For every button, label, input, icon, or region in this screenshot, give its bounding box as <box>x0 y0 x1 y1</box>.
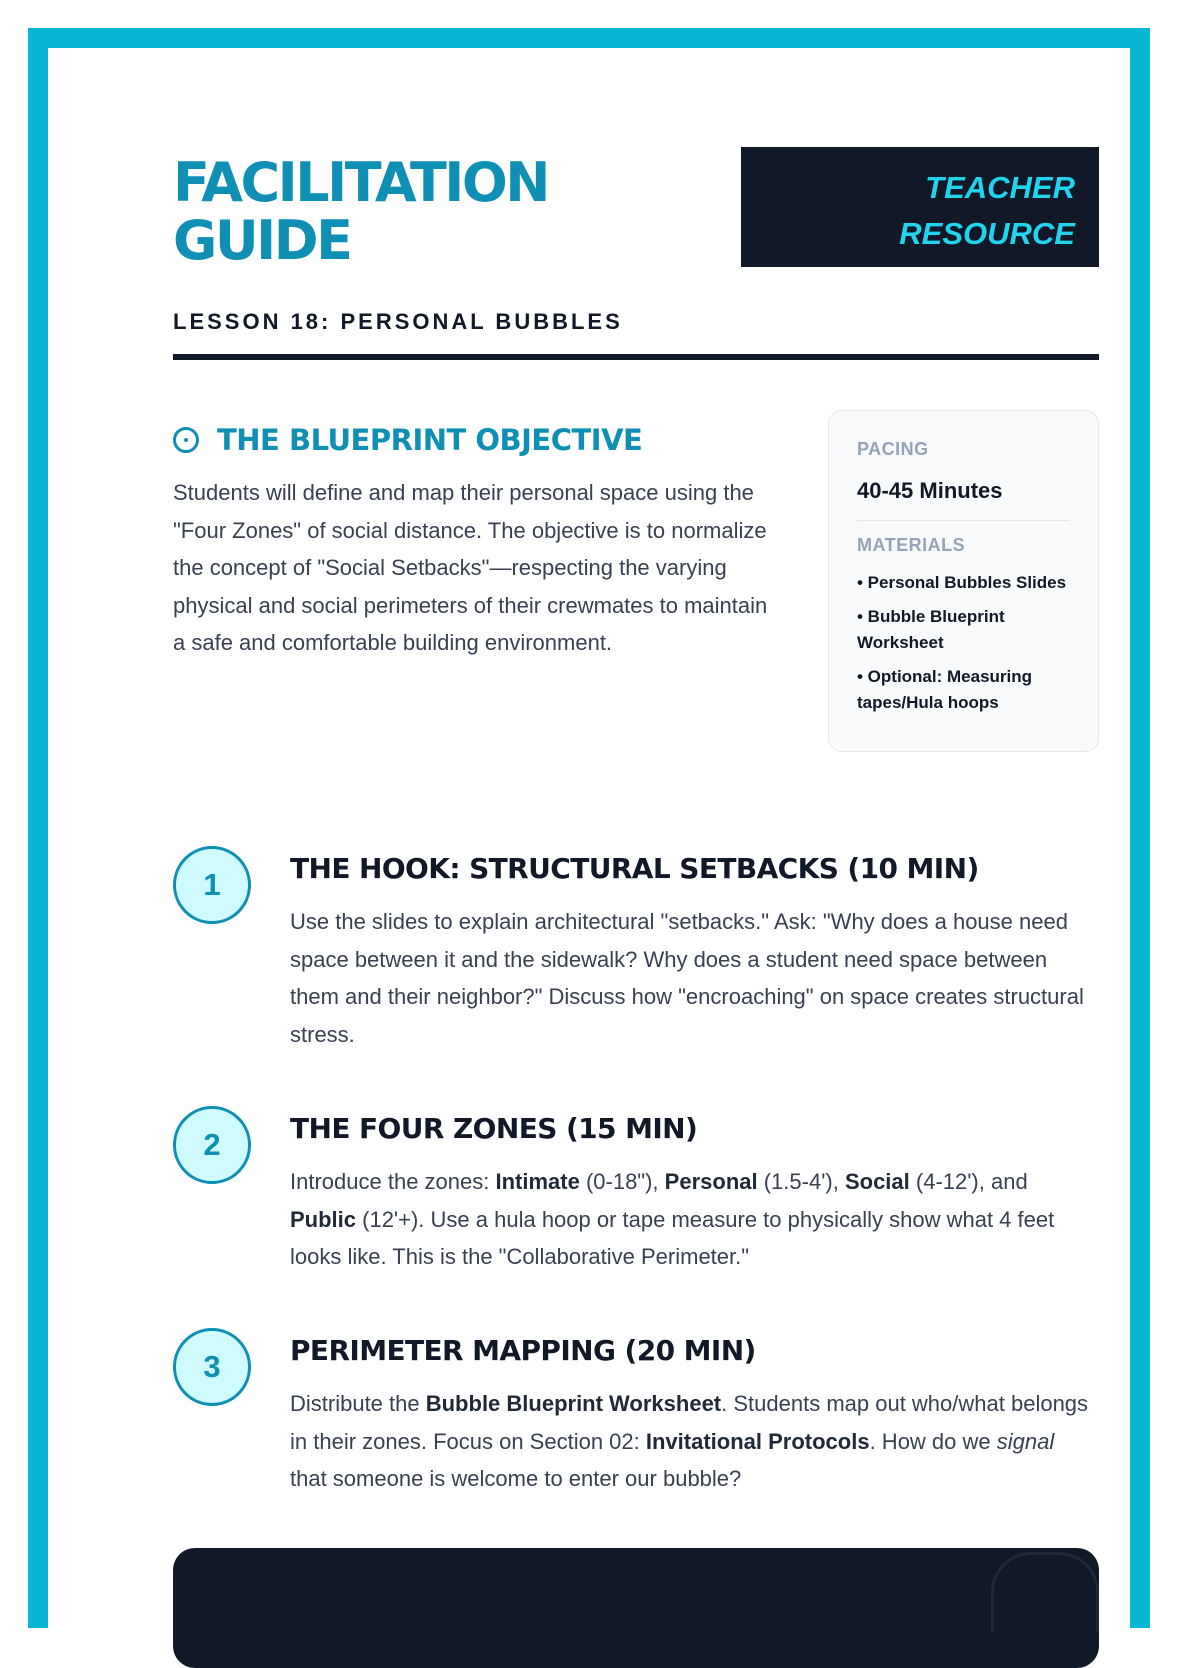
objective-text: Students will define and map their personal space using the "Four Zones" of social distance. The objective is to normalize the concept of "Social Setbacks"—respecting the varying physical and social perimeters of their crewmates to maintain a safe and comfortable building environment. <box>173 480 768 655</box>
lesson-subtitle: LESSON 18: PERSONAL BUBBLES <box>173 309 623 334</box>
list-item: • Personal Bubbles Slides <box>857 573 1067 592</box>
objective-heading: THE BLUEPRINT OBJECTIVE <box>217 423 643 457</box>
pacing-materials-card <box>828 410 1099 752</box>
page-frame <box>28 28 1150 1628</box>
step-number-badge: 3 <box>173 1328 251 1406</box>
header-divider <box>173 354 1099 360</box>
step-text <box>290 1385 1095 1498</box>
worksheet-name: Bubble Blueprint Worksheet <box>425 1391 722 1416</box>
step-text: Use the slides to explain architectural "setbacks." Ask: "Why does a house need space between it and the sidewalk? Why does a student need space between them and their neighbor?" Discuss how "encroaching" on space creates structural stress. <box>290 909 1084 1047</box>
title-line-1: FACILITATION <box>173 151 548 214</box>
list-item: • Bubble Blueprint Worksheet <box>857 607 1005 652</box>
zone-personal: Personal <box>664 1169 758 1194</box>
teacher-resource-badge <box>741 147 1099 267</box>
text-span: (12'+). Use a hula hoop or tape measure to physically show what 4 feet looks like. This is the "Collaborative Perimeter." <box>290 1206 1055 1269</box>
decorative-arch-shape <box>991 1552 1099 1632</box>
text-span: Distribute the <box>290 1391 426 1416</box>
list-item: • Optional: Measuring tapes/Hula hoops <box>857 667 1033 712</box>
text-span: . How do we <box>869 1428 997 1454</box>
zone-intimate: Intimate <box>495 1169 580 1194</box>
pacing-label: PACING <box>857 439 929 459</box>
step-title: PERIMETER MAPPING (20 MIN) <box>290 1334 756 1367</box>
zone-public: Public <box>290 1206 357 1232</box>
badge-line-1: TEACHER <box>925 170 1075 205</box>
step-number-badge: 1 <box>173 846 251 924</box>
footer-callout <box>173 1548 1099 1668</box>
badge-line-2: RESOURCE <box>899 216 1075 251</box>
text-span: (1.5-4'), <box>757 1169 845 1194</box>
text-span: (0-18"), <box>579 1169 665 1194</box>
emphasis-word: signal <box>996 1428 1055 1454</box>
title-line-2: GUIDE <box>173 209 351 272</box>
card-divider <box>857 520 1070 521</box>
text-span: (4-12'), and <box>909 1169 1028 1194</box>
page-title <box>173 151 548 272</box>
objective-heading-row <box>173 423 642 457</box>
step-text <box>290 1163 1095 1276</box>
target-icon <box>173 427 199 453</box>
materials-label: MATERIALS <box>857 535 966 555</box>
materials-list <box>857 570 1070 716</box>
zone-social: Social <box>844 1169 910 1194</box>
step-number-badge: 2 <box>173 1106 251 1184</box>
text-span: Introduce the zones: <box>290 1169 496 1194</box>
step-title: THE HOOK: STRUCTURAL SETBACKS (10 MIN) <box>290 852 979 885</box>
text-span: that someone is welcome to enter our bubble? <box>290 1466 742 1491</box>
step-title: THE FOUR ZONES (15 MIN) <box>290 1112 698 1145</box>
text-span: . Students map out who/what belongs in their zones. Focus on Section 02: <box>290 1391 1089 1454</box>
pacing-value: 40-45 Minutes <box>857 478 1003 503</box>
protocol-name: Invitational Protocols <box>645 1428 870 1454</box>
